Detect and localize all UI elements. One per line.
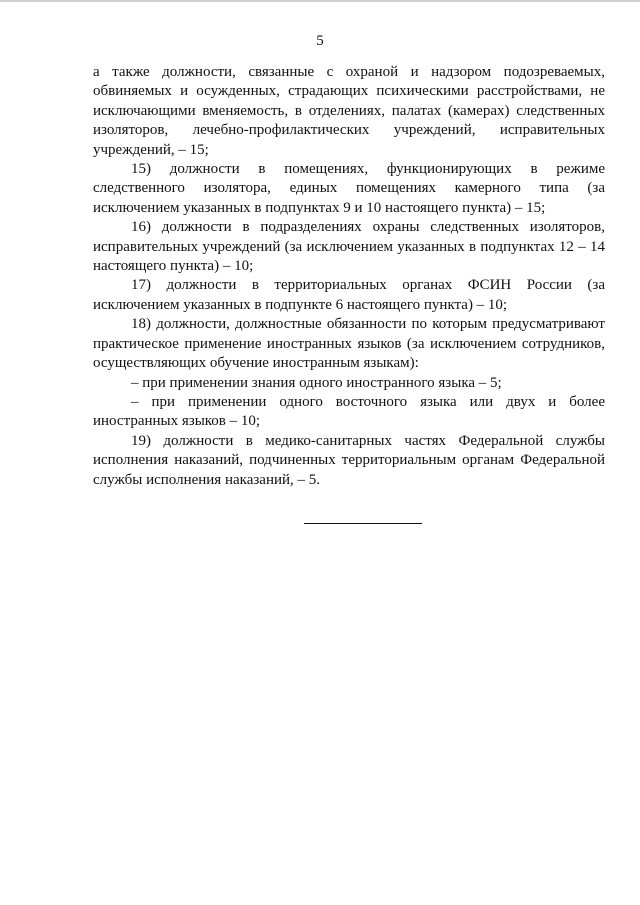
paragraph-item-18-dash-1: – при применении знания одного иностранного языка – 5; [131, 374, 502, 391]
paragraph-item-15: 15) должности в помещениях, функционирующих в режиме следственного изолятора, единых помещениях камерного типа (за исключением указанных в подпунктах 9 и 10 настоящего пункта) – 15; [93, 161, 605, 216]
document-body [93, 63, 605, 490]
paragraph-item-19: 19) должности в медико-санитарных частях Федеральной службы исполнения наказаний, подчиненных территориальным органам Федеральной службы исполнения наказаний, – 5. [93, 432, 605, 488]
scan-top-edge [0, 0, 640, 2]
paragraph-item-16: 16) должности в подразделениях охраны следственных изоляторов, исправительных учреждений (за исключением указанных в подпунктах 12 – 14 настоящего пункта) – 10; [93, 219, 605, 275]
page-number: 5 [316, 33, 324, 49]
paragraph-item-18-dash-2: – при применении одного восточного языка или двух и более иностранных языков – 10; [93, 393, 605, 430]
paragraph-item-18: 18) должности, должностные обязанности по которым предусматривают практическое применение иностранных языков (за исключением сотрудников, осуществляющих обучение иностранным языкам): [93, 316, 605, 372]
paragraph-item-17: 17) должности в территориальных органах ФСИН России (за исключением указанных в подпункте 6 настоящего пункта) – 10; [93, 277, 605, 313]
end-of-document-line [304, 523, 422, 524]
paragraph-continuation: а также должности, связанные с охраной и надзором подозреваемых, обвиняемых и осужденных, страдающих психическими расстройствами, не исключающими вменяемость, в отделениях, палатах (камерах) следственных изоляторов, лечебно-профилактических учреждений, исправительных учреждений, – 15; [93, 64, 605, 158]
